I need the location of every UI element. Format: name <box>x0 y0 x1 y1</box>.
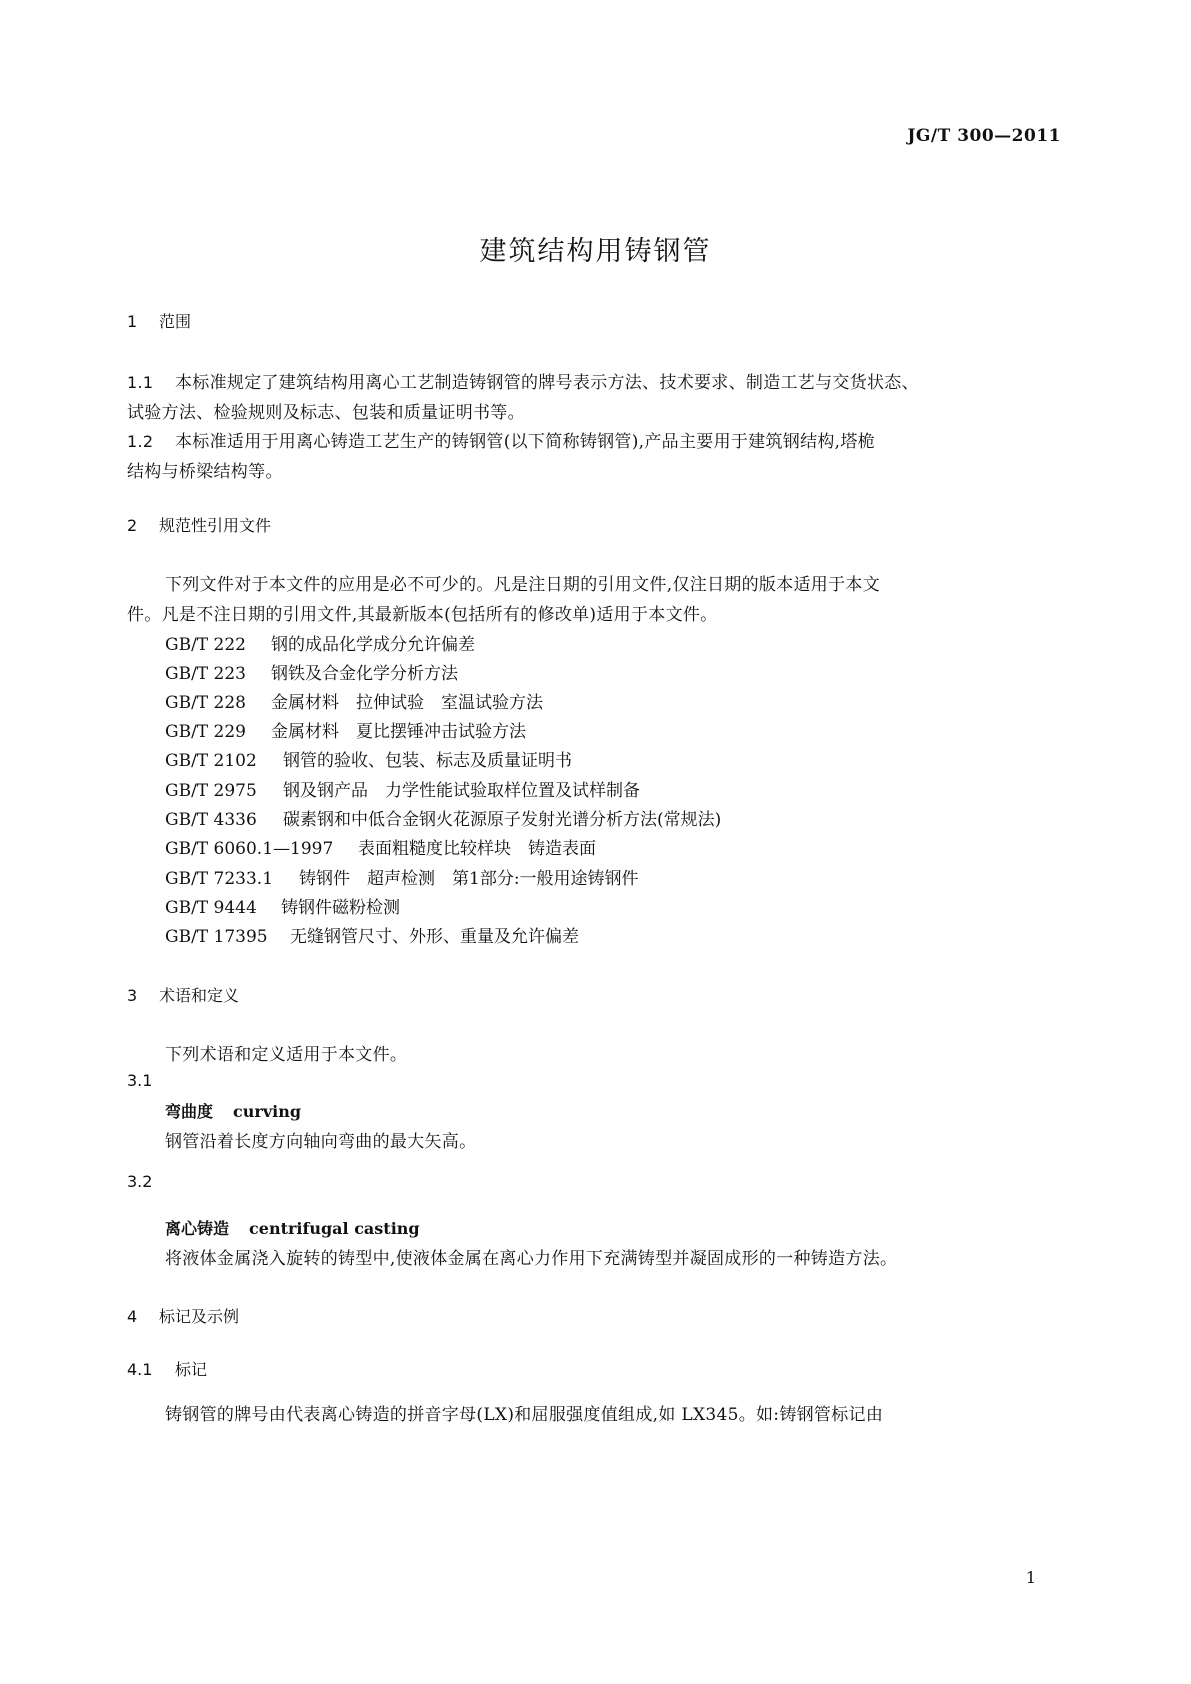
section-3-heading <box>127 983 239 1006</box>
subsection-4-1-heading <box>127 1357 207 1380</box>
reference-item <box>165 717 526 742</box>
section-title: 标记及示例 <box>159 1307 240 1326</box>
section-number: 1 <box>127 312 138 331</box>
reference-code: GB/T 2102 <box>165 751 257 771</box>
term-english: curving <box>233 1102 302 1121</box>
clause-1-1-line-2: 试验方法、检验规则及标志、包装和质量证明书等。 <box>127 403 525 423</box>
reference-title: 无缝钢管尺寸、外形、重量及允许偏差 <box>290 927 579 947</box>
section-title: 规范性引用文件 <box>159 516 272 535</box>
reference-item <box>165 630 475 655</box>
reference-item <box>165 834 596 859</box>
reference-item <box>165 805 721 830</box>
section-2-intro-line-2: 件。凡是不注日期的引用文件,其最新版本(包括所有的修改单)适用于本文件。 <box>127 605 718 625</box>
clause-1-2-line-1 <box>127 427 875 452</box>
reference-item <box>165 746 572 771</box>
reference-code: GB/T 222 <box>165 635 246 655</box>
reference-title: 钢的成品化学成分允许偏差 <box>271 635 475 655</box>
reference-code: GB/T 7233.1 <box>165 869 274 889</box>
clause-number: 1.1 <box>127 373 154 392</box>
reference-title: 钢管的验收、包装、标志及质量证明书 <box>283 751 572 771</box>
reference-code: GB/T 223 <box>165 664 246 684</box>
clause-text: 本标准适用于用离心铸造工艺生产的铸钢管(以下简称铸钢管),产品主要用于建筑钢结构,塔桅 <box>175 432 875 452</box>
clause-number: 1.2 <box>127 432 154 451</box>
reference-item <box>165 688 543 713</box>
reference-item <box>165 922 579 947</box>
clause-1-1-line-1 <box>127 368 919 393</box>
reference-title: 铸钢件磁粉检测 <box>281 898 400 918</box>
reference-item <box>165 893 400 918</box>
reference-item <box>165 864 639 889</box>
clause-text: 本标准规定了建筑结构用离心工艺制造铸钢管的牌号表示方法、技术要求、制造工艺与交货状态、 <box>175 373 919 393</box>
reference-code: GB/T 228 <box>165 693 246 713</box>
standard-number: JG/T 300—2011 <box>907 126 1061 146</box>
reference-code: GB/T 229 <box>165 722 246 742</box>
section-4-heading <box>127 1304 239 1327</box>
subsection-number: 4.1 <box>127 1360 153 1379</box>
document-title: 建筑结构用铸钢管 <box>479 236 712 267</box>
section-1-heading <box>127 309 191 332</box>
term-chinese: 弯曲度 <box>165 1102 214 1121</box>
reference-code: GB/T 2975 <box>165 781 257 801</box>
reference-code: GB/T 4336 <box>165 810 257 830</box>
section-3-intro: 下列术语和定义适用于本文件。 <box>165 1045 408 1065</box>
term-heading <box>165 1216 420 1239</box>
term-chinese: 离心铸造 <box>165 1219 230 1238</box>
reference-item <box>165 776 640 801</box>
section-title: 范围 <box>159 312 192 331</box>
term-definition: 钢管沿着长度方向轴向弯曲的最大矢高。 <box>165 1132 477 1152</box>
clause-1-2-line-2: 结构与桥梁结构等。 <box>127 462 283 482</box>
reference-title: 金属材料 夏比摆锤冲击试验方法 <box>271 722 526 742</box>
subsection-title: 标记 <box>175 1360 208 1379</box>
term-number: 3.1 <box>127 1071 153 1090</box>
section-2-intro-line-1: 下列文件对于本文件的应用是必不可少的。凡是注日期的引用文件,仅注日期的版本适用于本文 <box>165 575 881 595</box>
term-definition: 将液体金属浇入旋转的铸型中,使液体金属在离心力作用下充满铸型并凝固成形的一种铸造方法。 <box>165 1249 898 1269</box>
reference-code: GB/T 6060.1—1997 <box>165 839 334 859</box>
reference-title: 钢及钢产品 力学性能试验取样位置及试样制备 <box>283 781 640 801</box>
reference-title: 铸钢件 超声检测 第1部分:一般用途铸钢件 <box>299 869 639 889</box>
reference-title: 金属材料 拉伸试验 室温试验方法 <box>271 693 543 713</box>
section-number: 4 <box>127 1307 138 1326</box>
section-title: 术语和定义 <box>159 986 240 1005</box>
reference-item <box>165 659 458 684</box>
section-4-1-line-1: 铸钢管的牌号由代表离心铸造的拼音字母(LX)和屈服强度值组成,如 LX345。如:铸钢管标记由 <box>165 1405 884 1425</box>
reference-title: 表面粗糙度比较样块 铸造表面 <box>358 839 596 859</box>
term-english: centrifugal casting <box>249 1219 420 1238</box>
section-2-heading <box>127 513 271 536</box>
term-number: 3.2 <box>127 1172 153 1191</box>
section-number: 2 <box>127 516 138 535</box>
page-number: 1 <box>1025 1568 1036 1587</box>
reference-code: GB/T 17395 <box>165 927 268 947</box>
reference-code: GB/T 9444 <box>165 898 257 918</box>
section-number: 3 <box>127 986 138 1005</box>
reference-title: 钢铁及合金化学分析方法 <box>271 664 458 684</box>
reference-title: 碳素钢和中低合金钢火花源原子发射光谱分析方法(常规法) <box>283 810 722 830</box>
term-heading <box>165 1099 301 1122</box>
